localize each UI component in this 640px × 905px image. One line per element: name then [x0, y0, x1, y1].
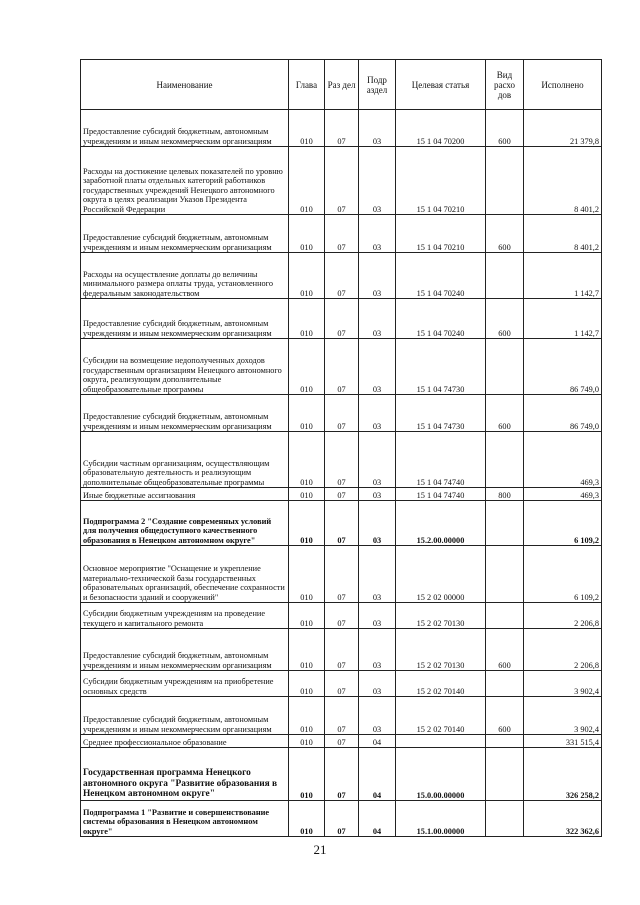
cell-target: 15 1 04 70210	[396, 147, 486, 215]
header-podrazdel: Подр аздел	[359, 60, 396, 110]
cell-name: Основное мероприятие "Оснащение и укрепление материально-технической базы государственных образовательных организаций, обеспечение сохранности и безопасности зданий и сооружений"	[81, 546, 289, 603]
cell-amount: 2 206,8	[524, 603, 602, 629]
table-row	[81, 501, 602, 546]
table-row	[81, 339, 602, 395]
cell-name: Государственная программа Ненецкого автономного округа "Развитие образования в Ненецком автономном округе"	[81, 748, 289, 801]
table-row	[81, 488, 602, 501]
cell-vid	[486, 671, 524, 697]
cell-amount: 21 379,8	[524, 110, 602, 147]
table-row	[81, 697, 602, 735]
cell-razdel: 07	[325, 299, 359, 339]
cell-target: 15 1 04 74730	[396, 339, 486, 395]
cell-podrazdel: 03	[359, 147, 396, 215]
cell-razdel: 07	[325, 801, 359, 837]
table-row	[81, 671, 602, 697]
cell-target	[396, 735, 486, 748]
cell-vid	[486, 253, 524, 299]
cell-podrazdel: 03	[359, 488, 396, 501]
cell-target: 15 1 04 70200	[396, 110, 486, 147]
cell-vid	[486, 501, 524, 546]
cell-name: Предоставление субсидий бюджетным, автономным учреждениям и иным некоммерческим организациям	[81, 395, 289, 432]
cell-podrazdel: 03	[359, 253, 396, 299]
cell-amount: 326 258,2	[524, 748, 602, 801]
cell-name: Субсидии бюджетным учреждениям на приобретение основных средств	[81, 671, 289, 697]
cell-podrazdel: 03	[359, 697, 396, 735]
cell-vid	[486, 735, 524, 748]
cell-target: 15 2 02 70140	[396, 697, 486, 735]
cell-name: Предоставление субсидий бюджетным, автономным учреждениям и иным некоммерческим организациям	[81, 110, 289, 147]
cell-podrazdel: 04	[359, 748, 396, 801]
cell-vid	[486, 801, 524, 837]
cell-glava: 010	[289, 501, 325, 546]
cell-podrazdel: 03	[359, 501, 396, 546]
cell-razdel: 07	[325, 748, 359, 801]
cell-vid: 600	[486, 395, 524, 432]
cell-amount: 1 142,7	[524, 299, 602, 339]
cell-podrazdel: 03	[359, 629, 396, 671]
table-header-row	[81, 60, 602, 110]
cell-amount: 8 401,2	[524, 147, 602, 215]
cell-razdel: 07	[325, 488, 359, 501]
table-row	[81, 110, 602, 147]
cell-razdel: 07	[325, 603, 359, 629]
cell-razdel: 07	[325, 147, 359, 215]
cell-razdel: 07	[325, 546, 359, 603]
cell-glava: 010	[289, 629, 325, 671]
cell-amount: 6 109,2	[524, 546, 602, 603]
cell-vid	[486, 147, 524, 215]
cell-amount: 3 902,4	[524, 671, 602, 697]
cell-target: 15.0.00.00000	[396, 748, 486, 801]
cell-razdel: 07	[325, 671, 359, 697]
cell-target: 15 1 04 70240	[396, 253, 486, 299]
header-vid: Вид расхо дов	[486, 60, 524, 110]
cell-razdel: 07	[325, 253, 359, 299]
table-body	[81, 110, 602, 837]
cell-amount: 8 401,2	[524, 215, 602, 253]
cell-amount: 469,3	[524, 432, 602, 488]
cell-podrazdel: 03	[359, 395, 396, 432]
cell-name: Предоставление субсидий бюджетным, автономным учреждениям и иным некоммерческим организациям	[81, 697, 289, 735]
cell-name: Иные бюджетные ассигнования	[81, 488, 289, 501]
page-number: 21	[313, 842, 327, 857]
cell-glava: 010	[289, 603, 325, 629]
cell-glava: 010	[289, 253, 325, 299]
cell-podrazdel: 04	[359, 735, 396, 748]
cell-razdel: 07	[325, 735, 359, 748]
cell-podrazdel: 03	[359, 299, 396, 339]
cell-glava: 010	[289, 748, 325, 801]
cell-target: 15 1 04 74730	[396, 395, 486, 432]
cell-target: 15.2.00.00000	[396, 501, 486, 546]
cell-name: Расходы на осуществление доплаты до величины минимального размера оплаты труда, установленного федеральным законодательством	[81, 253, 289, 299]
table-row	[81, 629, 602, 671]
cell-target: 15 1 04 74740	[396, 432, 486, 488]
cell-glava: 010	[289, 147, 325, 215]
header-razdel: Раз дел	[325, 60, 359, 110]
cell-amount: 322 362,6	[524, 801, 602, 837]
header-name: Наименование	[81, 60, 289, 110]
table-row	[81, 299, 602, 339]
cell-glava: 010	[289, 488, 325, 501]
cell-glava: 010	[289, 671, 325, 697]
cell-glava: 010	[289, 299, 325, 339]
cell-podrazdel: 03	[359, 671, 396, 697]
cell-razdel: 07	[325, 110, 359, 147]
cell-target: 15 1 04 74740	[396, 488, 486, 501]
cell-amount: 2 206,8	[524, 629, 602, 671]
cell-target: 15 2 02 00000	[396, 546, 486, 603]
cell-vid: 800	[486, 488, 524, 501]
budget-table	[80, 59, 602, 837]
cell-name: Субсидии на возмещение недополученных доходов государственным организациям Ненецкого автономного округа, реализующим дополнительные общеобразовательные программы	[81, 339, 289, 395]
cell-glava: 010	[289, 735, 325, 748]
header-amount: Исполнено	[524, 60, 602, 110]
cell-razdel: 07	[325, 629, 359, 671]
cell-vid: 600	[486, 629, 524, 671]
cell-razdel: 07	[325, 697, 359, 735]
table-row	[81, 546, 602, 603]
cell-vid	[486, 339, 524, 395]
table-row	[81, 735, 602, 748]
cell-target: 15 2 02 70130	[396, 603, 486, 629]
cell-name: Подпрограмма 1 "Развитие и совершенствование системы образования в Ненецком автономном округе"	[81, 801, 289, 837]
cell-name: Предоставление субсидий бюджетным, автономным учреждениям и иным некоммерческим организациям	[81, 215, 289, 253]
cell-amount: 86 749,0	[524, 395, 602, 432]
cell-amount: 1 142,7	[524, 253, 602, 299]
cell-razdel: 07	[325, 339, 359, 395]
cell-amount: 469,3	[524, 488, 602, 501]
cell-target: 15 1 04 70210	[396, 215, 486, 253]
table-row	[81, 748, 602, 801]
cell-podrazdel: 03	[359, 339, 396, 395]
cell-amount: 331 515,4	[524, 735, 602, 748]
table-row	[81, 215, 602, 253]
table-row	[81, 603, 602, 629]
cell-amount: 86 749,0	[524, 339, 602, 395]
cell-glava: 010	[289, 395, 325, 432]
cell-amount: 3 902,4	[524, 697, 602, 735]
cell-vid: 600	[486, 697, 524, 735]
cell-name: Предоставление субсидий бюджетным, автономным учреждениям и иным некоммерческим организациям	[81, 299, 289, 339]
cell-target: 15 1 04 70240	[396, 299, 486, 339]
cell-name: Предоставление субсидий бюджетным, автономным учреждениям и иным некоммерческим организациям	[81, 629, 289, 671]
cell-target: 15 2 02 70140	[396, 671, 486, 697]
cell-vid	[486, 603, 524, 629]
cell-vid: 600	[486, 299, 524, 339]
cell-name: Субсидии бюджетным учреждениям на проведение текущего и капитального ремонта	[81, 603, 289, 629]
cell-name: Среднее профессиональное образование	[81, 735, 289, 748]
cell-podrazdel: 03	[359, 215, 396, 253]
cell-vid	[486, 546, 524, 603]
cell-glava: 010	[289, 546, 325, 603]
cell-glava: 010	[289, 215, 325, 253]
cell-vid: 600	[486, 110, 524, 147]
cell-glava: 010	[289, 801, 325, 837]
cell-podrazdel: 03	[359, 110, 396, 147]
cell-razdel: 07	[325, 501, 359, 546]
table-row	[81, 432, 602, 488]
table-row	[81, 147, 602, 215]
cell-name: Субсидии частным организациям, осуществляющим образовательную деятельность и реализующим дополнительные общеобразовательные программы	[81, 432, 289, 488]
cell-razdel: 07	[325, 432, 359, 488]
table-row	[81, 395, 602, 432]
cell-podrazdel: 04	[359, 801, 396, 837]
cell-razdel: 07	[325, 395, 359, 432]
cell-glava: 010	[289, 110, 325, 147]
table-row	[81, 801, 602, 837]
cell-target: 15.1.00.00000	[396, 801, 486, 837]
cell-name: Подпрограмма 2 "Создание современных условий для получения общедоступного качественного образования в Ненецком автономном округе"	[81, 501, 289, 546]
cell-glava: 010	[289, 432, 325, 488]
cell-vid	[486, 748, 524, 801]
cell-glava: 010	[289, 339, 325, 395]
cell-target: 15 2 02 70130	[396, 629, 486, 671]
cell-podrazdel: 03	[359, 546, 396, 603]
cell-glava: 010	[289, 697, 325, 735]
header-target: Целевая статья	[396, 60, 486, 110]
cell-amount: 6 109,2	[524, 501, 602, 546]
cell-name: Расходы на достижение целевых показателей по уровню заработной платы отдельных категорий работников государственных учреждений Ненецкого автономного округа в целях реализации Указов Президента Российской Федерации	[81, 147, 289, 215]
cell-podrazdel: 03	[359, 603, 396, 629]
cell-razdel: 07	[325, 215, 359, 253]
cell-podrazdel: 03	[359, 432, 396, 488]
table-row	[81, 253, 602, 299]
cell-vid: 600	[486, 215, 524, 253]
cell-vid	[486, 432, 524, 488]
header-glava: Глава	[289, 60, 325, 110]
